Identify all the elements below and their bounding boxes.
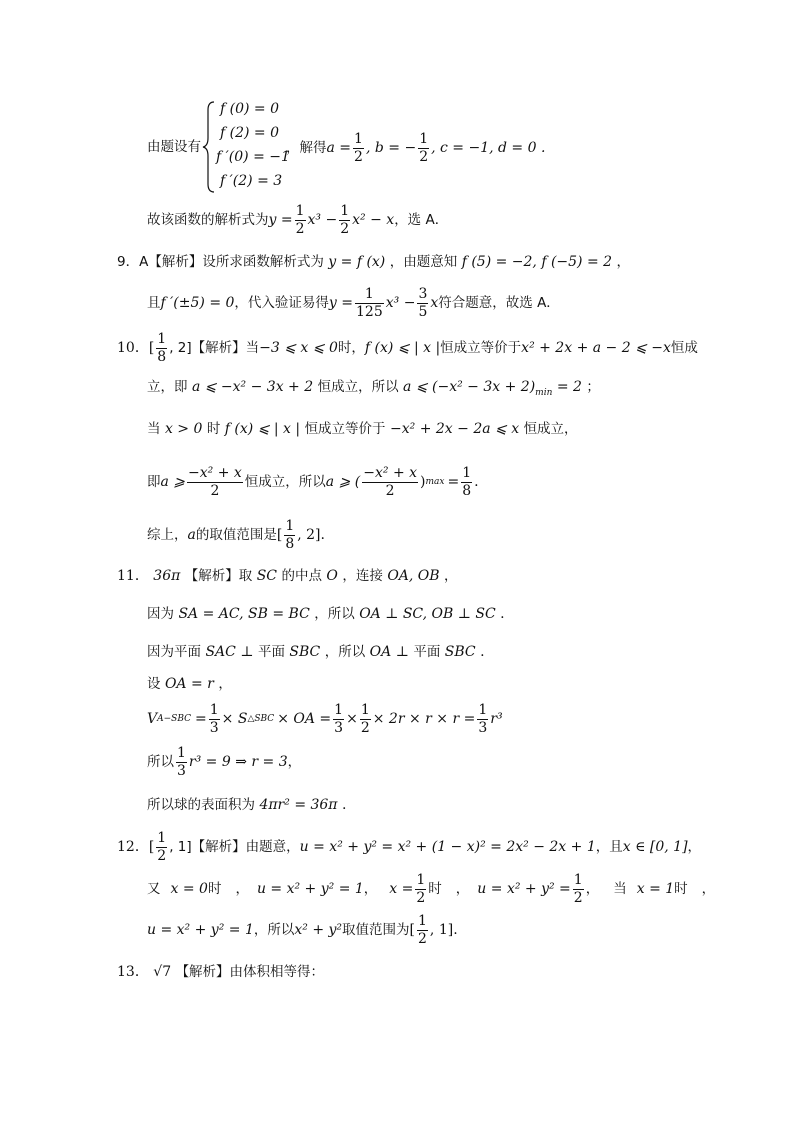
- denominator: 3: [334, 719, 344, 736]
- math: x² − x: [352, 212, 395, 228]
- numerator: 1: [340, 202, 350, 219]
- text: 10．[: [117, 340, 155, 356]
- numerator: 1: [285, 517, 295, 534]
- math: y =: [268, 212, 293, 228]
- math: SC: [256, 568, 278, 584]
- fraction: [360, 702, 371, 737]
- numerator: 3: [418, 285, 428, 302]
- text: 恒成立等价于: [304, 421, 386, 437]
- denominator: 2: [385, 482, 395, 499]
- denominator: 3: [177, 762, 186, 779]
- math: u = x² + y² = x² + (1 − x)² = 2x² − 2x + 1: [299, 839, 596, 855]
- math: x: [430, 295, 439, 311]
- fraction: [417, 913, 428, 948]
- numerator: 1: [354, 130, 363, 147]
- denominator: 8: [157, 348, 167, 365]
- denominator: 2: [340, 220, 350, 237]
- text: 【解析】取: [184, 568, 253, 584]
- math: .: [341, 797, 347, 813]
- math: a: [187, 527, 196, 543]
- denominator: 2: [416, 889, 426, 906]
- text: 恒成立，: [523, 421, 578, 437]
- math: x =: [389, 881, 414, 897]
- text: 恒成立，所以: [244, 474, 326, 490]
- math: a ⩾ (: [325, 474, 361, 490]
- math: ⊥: [240, 644, 254, 660]
- numerator: −x² + x: [188, 464, 242, 481]
- text: 12．[: [117, 839, 155, 855]
- text: 当: [613, 881, 627, 897]
- denominator: 3: [478, 719, 488, 736]
- math: , c = −1, d = 0 .: [431, 140, 546, 156]
- solution-line: [286, 128, 545, 168]
- math: x² + y²: [294, 922, 343, 938]
- math: −3 ⩽ x ⩽ 0: [259, 340, 338, 356]
- math: x = 1: [636, 881, 675, 897]
- text: ，所以: [253, 922, 295, 938]
- q11-line6: [147, 741, 301, 783]
- q10-line2: [147, 377, 600, 403]
- denominator: 3: [209, 719, 219, 736]
- numerator: 1: [573, 871, 583, 888]
- text: ，: [363, 881, 378, 897]
- math: , 2]: [297, 527, 321, 543]
- q9-line2: [147, 283, 560, 323]
- math: −x² + 2x − 2a ⩽ x: [390, 421, 520, 437]
- denominator: 2: [360, 719, 370, 736]
- text: 9．A【解析】设所求函数解析式为: [117, 254, 324, 270]
- math: a ⩾: [160, 474, 186, 490]
- text: 当: [147, 421, 161, 437]
- text: 时: [206, 421, 221, 437]
- text: 时: [674, 881, 688, 897]
- text: ，: [235, 881, 249, 897]
- math: y = f (x): [328, 254, 386, 270]
- math: V: [147, 711, 158, 727]
- text: 且: [147, 295, 161, 311]
- denominator: 2: [354, 148, 363, 165]
- q10-line1: [117, 328, 698, 368]
- math: ×: [346, 711, 358, 727]
- fraction: [156, 331, 167, 366]
- equation: f (2) = 0: [220, 125, 280, 141]
- math: .: [480, 644, 485, 660]
- q11-line1: [117, 566, 458, 586]
- text: 符合题意，故选 A．: [438, 295, 560, 311]
- math: x³ −: [307, 212, 338, 228]
- q11-line4: [147, 674, 232, 694]
- math: u = x² + y² = 1: [147, 922, 254, 938]
- text: 恒成: [670, 340, 698, 356]
- text: 因为: [147, 606, 174, 622]
- fraction: [176, 745, 187, 780]
- fraction: [156, 830, 167, 865]
- text: 13．: [117, 964, 149, 980]
- text: 时，: [337, 340, 365, 356]
- math: OA ⊥ SC, OB ⊥ SC: [359, 606, 496, 622]
- math: 36π: [153, 568, 181, 584]
- numerator: 1: [209, 701, 219, 718]
- math: x ∈ [0, 1]: [622, 839, 688, 855]
- subscript: max: [425, 477, 445, 487]
- math: × S: [221, 711, 248, 727]
- denominator: 5: [418, 303, 428, 320]
- math: O: [326, 568, 338, 584]
- q11-line5: [147, 698, 503, 740]
- q12-line3: [147, 910, 458, 950]
- q12-line1: [117, 827, 701, 867]
- numerator: 1: [478, 701, 488, 718]
- numerator: 1: [418, 912, 427, 929]
- numerator: 1: [416, 871, 426, 888]
- math: 4πr² = 36π: [259, 797, 338, 813]
- denominator: 2: [418, 930, 427, 947]
- numerator: −x² + x: [363, 464, 418, 481]
- math: SAC: [205, 644, 236, 660]
- text: 又: [147, 881, 161, 897]
- math: × 2r × r × r =: [372, 711, 476, 727]
- subscript: △SBC: [247, 714, 275, 724]
- math: OA, OB: [387, 568, 440, 584]
- text: 恒成立等价于: [440, 340, 522, 356]
- equation: f (0) = 0: [220, 101, 280, 117]
- text: ，: [444, 568, 458, 584]
- math: √7: [153, 964, 172, 980]
- math: x > 0: [164, 421, 203, 437]
- text: 故该函数的解析式为: [147, 212, 269, 228]
- math: =: [447, 474, 460, 490]
- text: 平面: [257, 644, 285, 660]
- fraction: [187, 465, 243, 500]
- fraction: [333, 702, 344, 737]
- fraction: [573, 872, 584, 907]
- denominator: 2: [573, 889, 583, 906]
- text: 11．: [117, 568, 149, 584]
- text: ，所以: [324, 644, 366, 660]
- q9-line1: [117, 252, 630, 272]
- equation: f ′(0) = −1: [216, 149, 290, 165]
- fraction: [355, 286, 384, 321]
- q10-line5: [147, 515, 325, 555]
- math: .: [453, 922, 458, 938]
- fraction: [284, 518, 295, 553]
- math: [: [276, 527, 283, 543]
- math: a =: [326, 140, 352, 156]
- text: ，代入验证易得: [234, 295, 329, 311]
- text: 所以: [147, 754, 174, 770]
- math: x³ −: [385, 295, 416, 311]
- text: 由题设有: [147, 139, 201, 155]
- math: , 1]: [429, 922, 454, 938]
- denominator: 2: [210, 482, 220, 499]
- numerator: 1: [462, 464, 472, 481]
- text: 平面: [413, 644, 441, 660]
- math: OA: [369, 644, 392, 660]
- math: SBC: [444, 644, 476, 660]
- math: u = x² + y² = 1: [256, 881, 364, 897]
- fraction: [362, 465, 418, 500]
- text: ，: [687, 839, 702, 855]
- q10-line4: [147, 461, 479, 503]
- math: f (5) = −2, f (−5) = 2: [461, 254, 613, 270]
- numerator: 1: [177, 744, 186, 761]
- fraction: [295, 203, 306, 238]
- text: 时: [428, 881, 442, 897]
- math: × OA =: [277, 711, 332, 727]
- numerator: 1: [295, 202, 305, 219]
- math: SA = AC, SB = BC: [178, 606, 310, 622]
- fraction: [353, 131, 364, 166]
- text: ，: [287, 754, 302, 770]
- fraction: [209, 702, 220, 737]
- math: x = 0: [170, 881, 208, 897]
- left-brace: [202, 100, 216, 194]
- subscript: A−SBC: [157, 714, 191, 724]
- numerator: 1: [157, 330, 167, 347]
- fraction: [418, 131, 429, 166]
- text: ，解得: [286, 140, 327, 156]
- text: ，且: [595, 839, 623, 855]
- math: f ′(±5) = 0: [160, 295, 235, 311]
- text: ，: [218, 676, 232, 692]
- text: ，选 A．: [394, 212, 449, 228]
- text: 综上，: [147, 527, 188, 543]
- equation: f ′(2) = 3: [220, 173, 283, 189]
- text: ；: [586, 379, 600, 395]
- text: 的取值范围是: [195, 527, 277, 543]
- text: 的中点: [281, 568, 322, 584]
- denominator: 125: [356, 303, 383, 320]
- math: r³ = 9 ⇒ r = 3: [188, 754, 288, 770]
- subscript: min: [535, 388, 553, 398]
- text: 设: [147, 676, 161, 692]
- math: OA = r: [164, 676, 214, 692]
- text: ，: [701, 881, 716, 897]
- numerator: 1: [360, 701, 370, 718]
- math: y =: [328, 295, 354, 311]
- numerator: 1: [334, 701, 344, 718]
- text: 所以球的表面积为: [147, 797, 255, 813]
- q10-line3: [147, 419, 578, 439]
- math: .: [320, 527, 325, 543]
- fraction: [417, 286, 428, 321]
- text: 立，即: [147, 379, 188, 395]
- equation-system: [202, 100, 292, 196]
- text: 因为平面: [147, 644, 201, 660]
- math: =: [195, 711, 207, 727]
- text: 即: [147, 474, 161, 490]
- fraction: [339, 203, 350, 238]
- fraction: [477, 702, 488, 737]
- math: .: [474, 474, 479, 490]
- numerator: 1: [419, 130, 429, 147]
- text: 恒成立，所以: [317, 379, 399, 395]
- math: f (x) ⩽ | x |: [364, 340, 441, 356]
- fraction: [415, 872, 426, 907]
- math: [: [409, 922, 415, 938]
- q13-line1: [117, 962, 324, 982]
- text: 时: [207, 881, 222, 897]
- text: ，所以: [314, 606, 355, 622]
- fraction: [461, 465, 472, 500]
- denominator: 2: [295, 220, 305, 237]
- text-line: [147, 200, 448, 240]
- math: r³: [490, 711, 503, 727]
- numerator: 1: [157, 829, 167, 846]
- math: ): [420, 474, 426, 490]
- math: ⊥: [395, 644, 409, 660]
- text: ，: [585, 881, 600, 897]
- text: , 2]【解析】当: [169, 340, 260, 356]
- text: ，: [455, 881, 470, 897]
- math: f (x) ⩽ | x |: [224, 421, 301, 437]
- denominator: 2: [419, 148, 429, 165]
- text: ，: [616, 254, 631, 270]
- math: a ⩽ −x² − 3x + 2: [191, 379, 314, 395]
- numerator: 1: [355, 286, 384, 304]
- q12-line2: [147, 868, 715, 910]
- math: x² + 2x + a − 2 ⩽ −x: [521, 340, 671, 356]
- denominator: 2: [157, 847, 167, 864]
- math: u = x² + y² =: [477, 881, 571, 897]
- text: 【解析】由体积相等得：: [175, 964, 325, 980]
- text: 取值范围为: [342, 922, 410, 938]
- text: ，连接: [342, 568, 383, 584]
- text: ，由题意知: [389, 254, 458, 270]
- q11-line2: [147, 604, 505, 624]
- q11-line3: [147, 642, 485, 662]
- math: SBC: [289, 644, 321, 660]
- math: .: [500, 606, 505, 622]
- math: a ⩽ (−x² − 3x + 2): [403, 379, 536, 395]
- q11-line7: [147, 795, 346, 815]
- denominator: 8: [285, 535, 295, 552]
- math: , b = −: [365, 140, 417, 156]
- math: = 2: [556, 379, 582, 395]
- text: , 1]【解析】由题意，: [169, 839, 300, 855]
- denominator: 8: [462, 482, 472, 499]
